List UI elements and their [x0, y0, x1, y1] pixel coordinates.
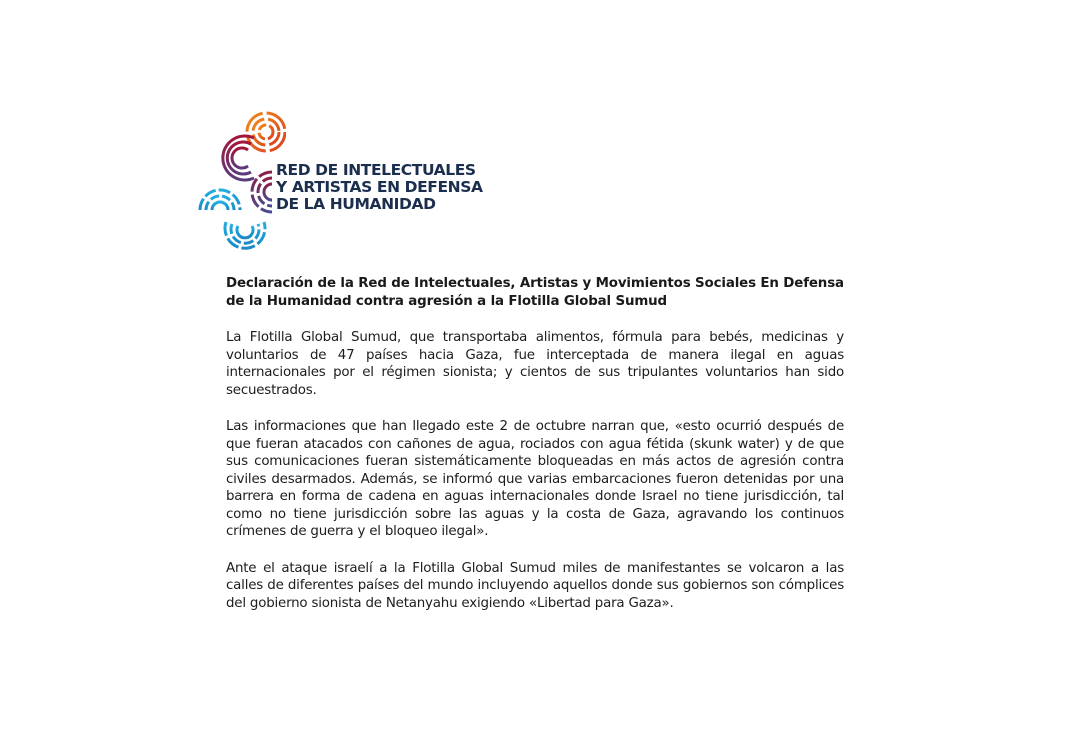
paragraph-2: Las informaciones que han llegado este 2 de octubre narran que, «esto ocurrió después de que fueran atacados con cañones de agua, rociados con agua fétida (skunk water) y de que sus comunicaciones fueran sistemáticamente bloqueadas en más actos de agresión contra civiles desarmados. Además, se informó que varias embarcaciones fueron detenidas por una barrera en forma de cadena en aguas internacionales donde Israel no tiene jurisdicción, tal como no tiene jurisdicción sobre las aguas y la costa de Gaza, agravando los continuos crímenes de guerra y el bloqueo ilegal». [226, 419, 844, 539]
logo-crimson-ring [223, 136, 254, 180]
declaration-document [226, 275, 844, 631]
logo-orange-ring [247, 113, 285, 151]
logo-line-2: Y ARTISTAS EN DEFENSA [276, 178, 483, 196]
logo-circles-icon [196, 110, 286, 262]
logo-line-1: RED DE INTELECTUALES [276, 161, 476, 179]
declaration-title: Declaración de la Red de Intelectuales, Artistas y Movimientos Sociales En Defensa de la Humanidad contra agresión a la Flotilla Global Sumud [226, 276, 844, 309]
logo-wordmark [276, 162, 483, 213]
logo-purple-ring [252, 172, 272, 212]
logo-blue-ring-bottom [225, 222, 265, 248]
logo-blue-ring-left [200, 190, 240, 210]
logo-line-3: DE LA HUMANIDAD [276, 195, 436, 213]
organization-logo [196, 110, 496, 262]
paragraph-1: La Flotilla Global Sumud, que transportaba alimentos, fórmula para bebés, medicinas y voluntarios de 47 países hacia Gaza, fue interceptada de manera ilegal en aguas internacionales por el régimen sionista; y cientos de sus tripulantes voluntarios han sido secuestrados. [226, 330, 844, 398]
paragraph-3: Ante el ataque israelí a la Flotilla Global Sumud miles de manifestantes se volcaron a las calles de diferentes países del mundo incluyendo aquellos donde sus gobiernos son cómplices del gobierno sionista de Netanyahu exigiendo «Libertad para Gaza». [226, 560, 844, 611]
